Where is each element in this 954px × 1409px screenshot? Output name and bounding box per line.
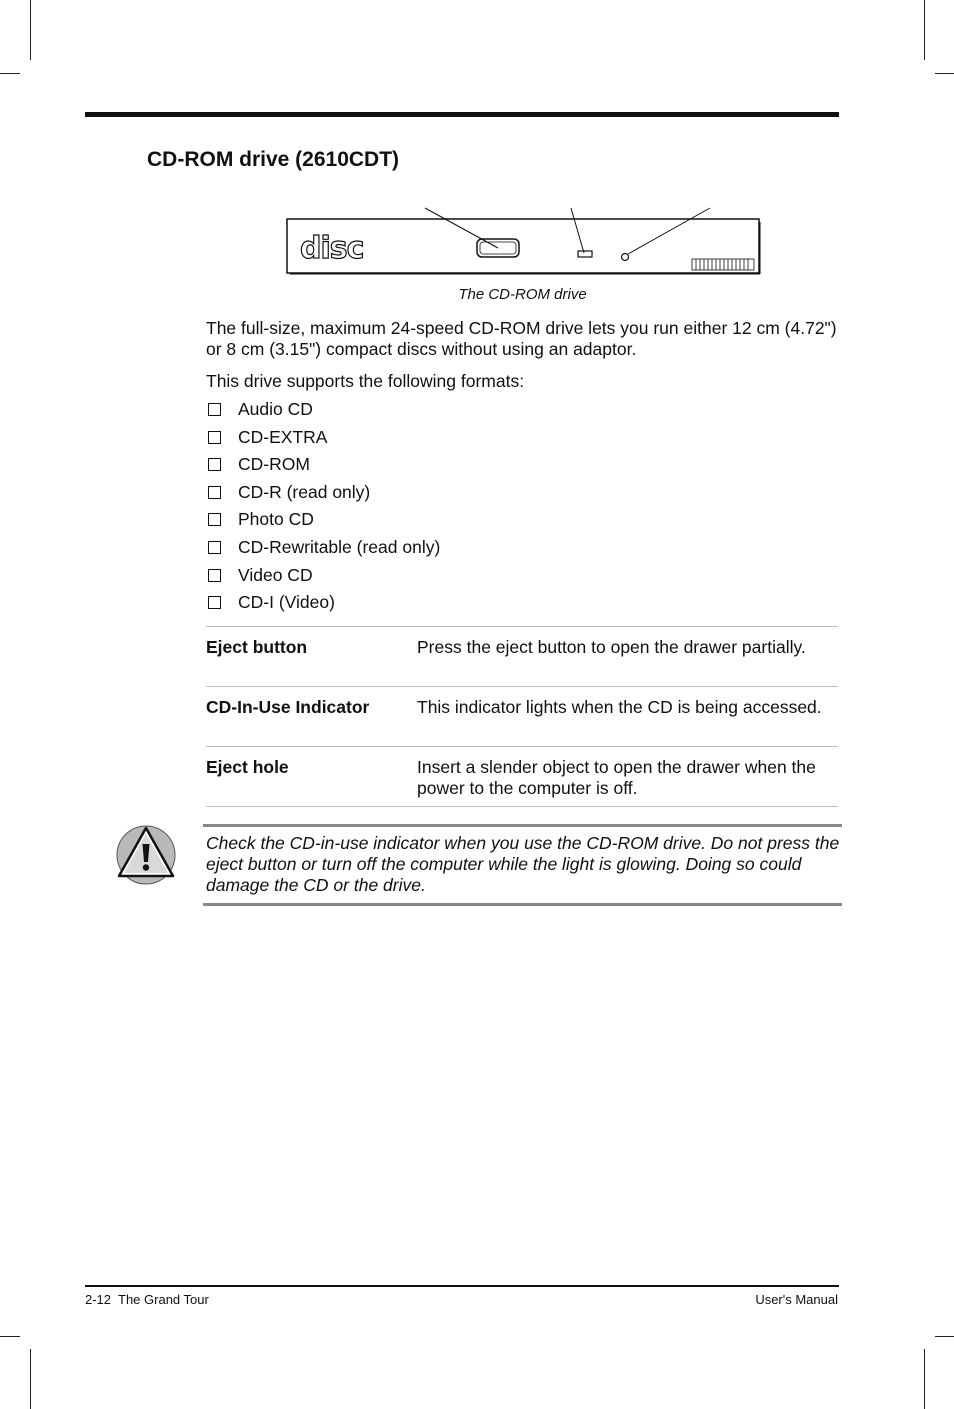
footer-manual-label: User's Manual — [755, 1292, 838, 1307]
list-item — [206, 398, 440, 426]
checkbox-bullet-icon — [208, 569, 221, 582]
checkbox-bullet-icon — [208, 513, 221, 526]
checkbox-bullet-icon — [208, 458, 221, 471]
list-item — [206, 453, 440, 481]
term-label: Eject button — [206, 637, 308, 657]
crop-mark — [30, 0, 31, 60]
crop-mark — [924, 1349, 925, 1409]
footer-page-label: 2-12 The Grand Tour — [85, 1292, 209, 1307]
definition-table — [206, 626, 838, 807]
list-item-label: CD-R (read only) — [238, 481, 371, 502]
cdrom-drive-illustration — [280, 200, 770, 280]
header-rule — [85, 112, 839, 117]
warning-icon — [115, 824, 177, 886]
caution-text: Check the CD-in-use indicator when you use the CD-ROM drive. Do not press the eject button or turn off the computer while the light is glowing. Doing so could damage the CD or the drive. — [206, 833, 840, 895]
crop-mark — [30, 1349, 31, 1409]
footer-rule — [85, 1285, 839, 1287]
list-item — [206, 481, 440, 509]
caution-rule-bottom — [203, 903, 842, 906]
list-item — [206, 508, 440, 536]
crop-mark — [0, 1336, 20, 1337]
crop-mark — [935, 73, 954, 74]
list-item-label: CD-Rewritable (read only) — [238, 536, 441, 557]
table-row — [206, 626, 838, 686]
term-description: Insert a slender object to open the drawer when the power to the computer is off. — [417, 757, 816, 798]
eject-hole — [622, 254, 629, 261]
list-item-label: CD-ROM — [238, 454, 310, 475]
checkbox-bullet-icon — [208, 596, 221, 609]
disc-logo: disc — [300, 231, 364, 266]
section-heading: CD-ROM drive (2610CDT) — [147, 148, 400, 171]
formats-intro: This drive supports the following formats: — [206, 371, 525, 391]
term-description: This indicator lights when the CD is being accessed. — [417, 697, 822, 717]
intro-paragraph: The full-size, maximum 24-speed CD-ROM drive lets you run either 12 cm (4.72") or 8 cm (3.15") compact discs without using an adaptor. — [206, 318, 837, 359]
term-description: Press the eject button to open the drawer partially. — [417, 637, 806, 657]
vent-grille — [692, 259, 754, 270]
list-item-label: CD-I (Video) — [238, 592, 335, 613]
checkbox-bullet-icon — [208, 403, 221, 416]
figure-caption: The CD-ROM drive — [458, 286, 587, 303]
formats-list — [206, 398, 440, 619]
list-item-label: Video CD — [238, 564, 313, 585]
crop-mark — [924, 0, 925, 60]
crop-mark — [0, 73, 20, 74]
term-label: Eject hole — [206, 757, 289, 777]
crop-mark — [935, 1336, 954, 1337]
checkbox-bullet-icon — [208, 431, 221, 444]
list-item — [206, 426, 440, 454]
list-item-label: Audio CD — [238, 399, 313, 419]
list-item-label: Photo CD — [238, 509, 314, 530]
checkbox-bullet-icon — [208, 541, 221, 554]
table-row — [206, 686, 838, 746]
checkbox-bullet-icon — [208, 486, 221, 499]
table-row — [206, 746, 838, 807]
list-item-label: CD-EXTRA — [238, 426, 328, 447]
caution-rule-top — [203, 824, 842, 827]
list-item — [206, 564, 440, 592]
term-label: CD-In-Use Indicator — [206, 697, 370, 717]
list-item — [206, 591, 440, 619]
cd-in-use-indicator — [578, 251, 592, 257]
list-item — [206, 536, 440, 564]
